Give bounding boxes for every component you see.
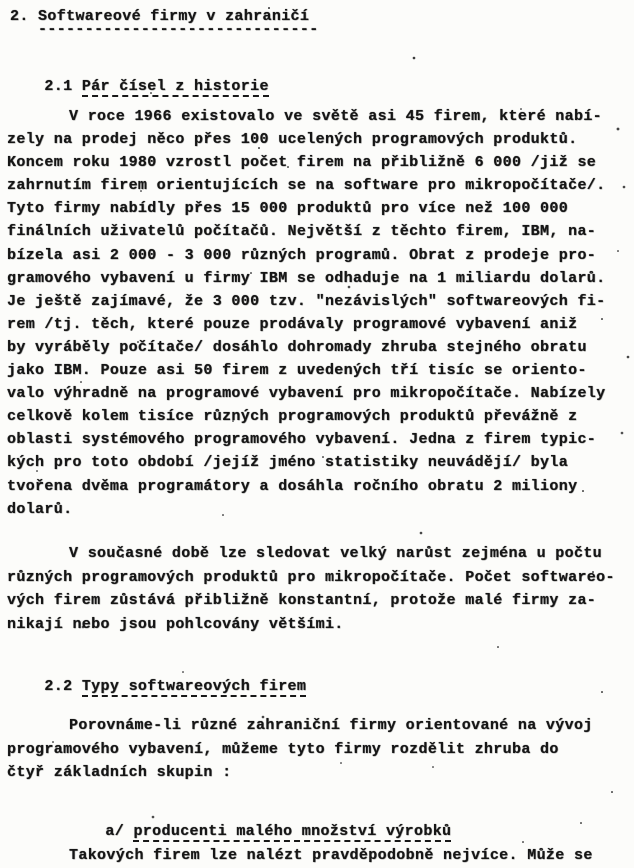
text-line: nikají nebo jsou pohlcovány většími. bbox=[7, 615, 344, 633]
text-line: jako IBM. Pouze asi 50 firem z uvedených tří tisíc se oriento- bbox=[7, 362, 587, 380]
text-line: zely na prodej něco přes 100 ucelených programových produktů. bbox=[7, 131, 578, 149]
text-line: valo výhradně na programové vybavení pro mikropočítače. Nabízely bbox=[7, 385, 606, 403]
text-line: Takových firem lze nalézt pravděpodobně nejvíce. Může se bbox=[69, 847, 593, 864]
text-line: tvořena dvěma programátory a dosáhla ročního obratu 2 miliony bbox=[7, 477, 578, 495]
subsection-2-2-number: 2.2 bbox=[44, 678, 73, 695]
text-line: finálních uživatelů počítačů. Největší z těchto firem, IBM, na- bbox=[7, 223, 597, 241]
subsection-2-1-title: Pár čísel z historie bbox=[81, 78, 269, 95]
text-line: celkově kolem tisíce různých programových produktů převážně z bbox=[7, 408, 578, 426]
text-line: Tyto firmy nabídly přes 15 000 produktů pro více než 100 000 bbox=[7, 200, 569, 218]
text-line: různých programových produktů pro mikropočítače. Počet softwareo- bbox=[7, 568, 615, 586]
subsection-2-1-number: 2.1 bbox=[44, 78, 73, 95]
paragraph-history-overview bbox=[7, 105, 606, 521]
text-line: zahrnutím firem orientujících se na software pro mikropočítače/. bbox=[7, 177, 606, 195]
text-line: V roce 1966 existovalo ve světě asi 45 firem, které nabí- bbox=[69, 108, 603, 125]
paragraph-market-trend bbox=[7, 542, 615, 636]
text-line: gramového vybavení u firmy IBM se odhaduje na 1 miliardu dolarů. bbox=[7, 269, 606, 287]
group-a-marker: a/ bbox=[105, 823, 125, 840]
text-line: Porovnáme-li různé zahraniční firmy orientované na vývoj bbox=[69, 717, 593, 734]
text-line: oblasti systémového programového vybavení. Jedna z firem typic- bbox=[7, 431, 597, 449]
text-line: Je ještě zajímavé, že 3 000 tzv. "nezávislých" softwareových fi- bbox=[7, 292, 606, 310]
text-line: bízela asi 2 000 - 3 000 různých programů. Obrat z prodeje pro- bbox=[7, 246, 597, 264]
subsection-2-2-heading bbox=[7, 661, 306, 714]
text-line: rem /tj. těch, které pouze prodávaly programové vybavení aniž bbox=[7, 315, 578, 333]
subsection-2-2-title: Typy softwareových firem bbox=[81, 678, 307, 695]
text-line: kých pro toto období /jejíž jméno statistiky neuvádějí/ byla bbox=[7, 454, 569, 472]
text-line: V současné době lze sledovat velký narůst zejména u počtu bbox=[69, 545, 603, 562]
paragraph-group-a-intro bbox=[7, 844, 593, 868]
group-a-title: producenti malého množství výrobků bbox=[133, 823, 452, 840]
section-2-heading: 2. Softwareové firmy v zahraničí bbox=[10, 8, 310, 25]
text-line: vých firem zůstává přibližně konstantní, protože malé firmy za- bbox=[7, 592, 597, 609]
text-line: programového vybavení, můžeme tyto firmy rozdělit zhruba do bbox=[7, 740, 559, 758]
text-line: čtyř základních skupin : bbox=[7, 764, 232, 781]
section-2-heading-underline: ------------------------------ bbox=[38, 21, 319, 38]
text-line: dolarů. bbox=[7, 500, 73, 518]
text-line: by vyráběly počítače/ dosáhlo dohromady zhruba stejného obratu bbox=[7, 338, 587, 356]
scan-noise-speckles bbox=[0, 0, 2, 2]
paragraph-firm-types-intro bbox=[7, 714, 593, 785]
text-line: Koncem roku 1980 vzrostl počet firem na přibližně 6 000 /již se bbox=[7, 154, 597, 172]
